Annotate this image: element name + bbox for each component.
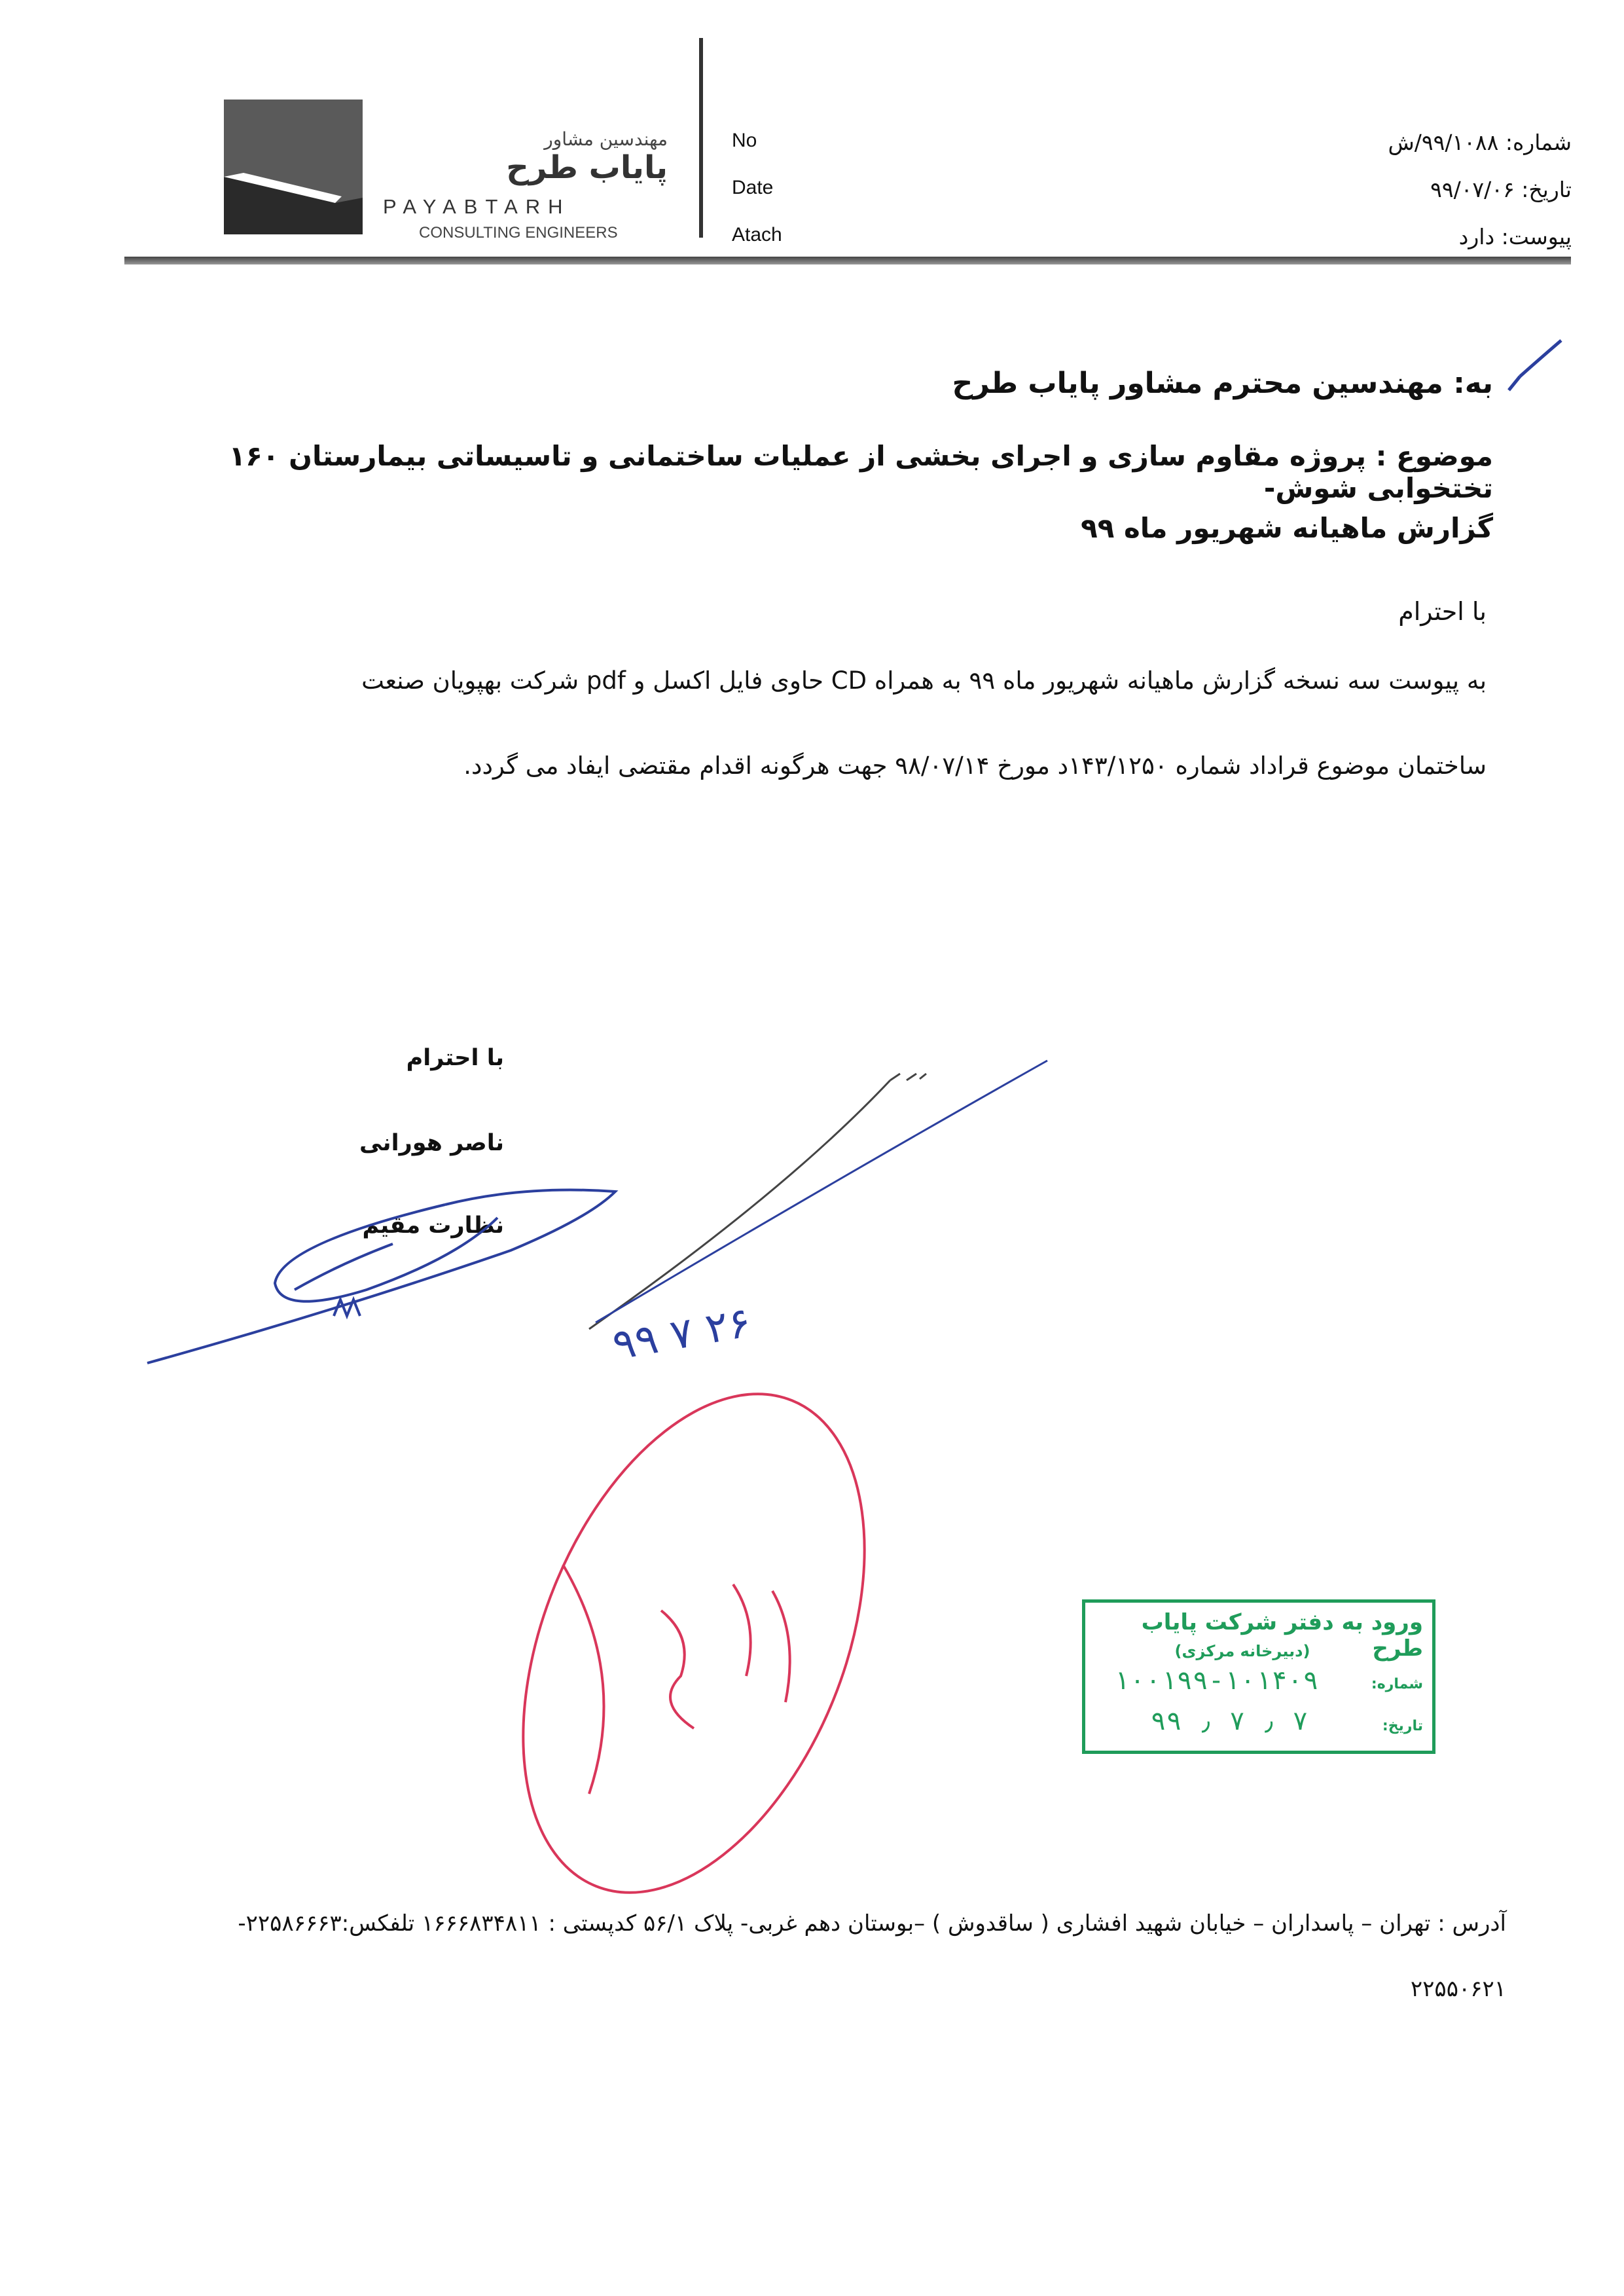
footer-address: آدرس : تهران – پاسداران – خیابان شهید افشاری ( ساقدوش ) –بوستان دهم غربی- پلاک ۵۶/۱ کدپستی : ۱۶۶۶۸۳۴۸۱۱ تلفکس:۲۲۵۸۶۶۶۳-: [238, 1910, 1506, 1937]
logo-persian-subtitle: مهندسین مشاور: [544, 128, 668, 150]
stamp-title: ورود به دفتر شرکت پایاب طرح: [1141, 1609, 1423, 1662]
signature-closing: با احترام: [406, 1045, 504, 1071]
registration-stamp: [1082, 1599, 1435, 1754]
label-no: No: [732, 130, 757, 151]
letter-number: شماره: ۹۹/۱۰۸۸/ش: [1388, 130, 1572, 155]
recipient-line: به: مهندسین محترم مشاور پایاب طرح: [952, 367, 1493, 400]
stamp-date-value: ۹۹ ٫ ۷ ٫ ۷: [1150, 1706, 1308, 1736]
logo-english-name: PAYABTARH: [383, 195, 571, 218]
label-date: Date: [732, 177, 774, 198]
body-line-1: به پیوست سه نسخه گزارش ماهیانه شهریور ماه ۹۹ به همراه CD حاوی فایل اکسل و pdf شرکت بهپویان صنعت: [361, 666, 1487, 695]
logo-persian-name: پایاب طرح: [506, 149, 668, 186]
stamp-number-label: شماره:: [1371, 1676, 1423, 1692]
letter-attachment: پیوست: دارد: [1458, 224, 1572, 249]
stamp-subtitle: (دبیرخانه مرکزی): [1174, 1642, 1310, 1660]
company-logo: [224, 100, 363, 234]
subject-line-1: موضوع : پروژه مقاوم سازی و اجرای بخشی از عملیات ساختمانی و تاسیساتی بیمارستان ۱۶۰ تختخوابی شوش-: [228, 440, 1493, 504]
handwritten-date: ۲۶ ۷ ۹۹: [609, 1298, 755, 1370]
check-mark: [1509, 340, 1561, 390]
header-divider: [699, 38, 703, 238]
logo-english-subtitle: CONSULTING ENGINEERS: [419, 224, 618, 242]
label-atach: Atach: [732, 224, 782, 246]
diagonal-signature-blue: [596, 1061, 1047, 1322]
signature-title: نظارت مقیم: [362, 1212, 504, 1239]
header-rule: [124, 257, 1571, 264]
red-note: [456, 1344, 931, 1942]
signature-name: ناصر هورانی: [359, 1130, 504, 1156]
stamp-number-value: ۱۰۰۱۹۹-۱۰۱۴۰۹: [1113, 1666, 1319, 1696]
footer-phone: ۲۲۵۵۰۶۲۱: [1410, 1976, 1506, 2002]
subject-line-2: گزارش ماهیانه شهریور ماه ۹۹: [1081, 512, 1493, 544]
diagonal-signature: [589, 1074, 926, 1329]
body-line-2: ساختمان موضوع قراداد شماره ۱۴۳/۱۲۵۰د مورخ ۹۸/۰۷/۱۴ جهت هرگونه اقدام مقتضی ایفاد می گردد.: [463, 752, 1487, 780]
letter-date: تاریخ: ۹۹/۰۷/۰۶: [1430, 177, 1572, 202]
greeting: با احترام: [1398, 597, 1487, 626]
stamp-date-label: تاریخ:: [1382, 1718, 1423, 1734]
